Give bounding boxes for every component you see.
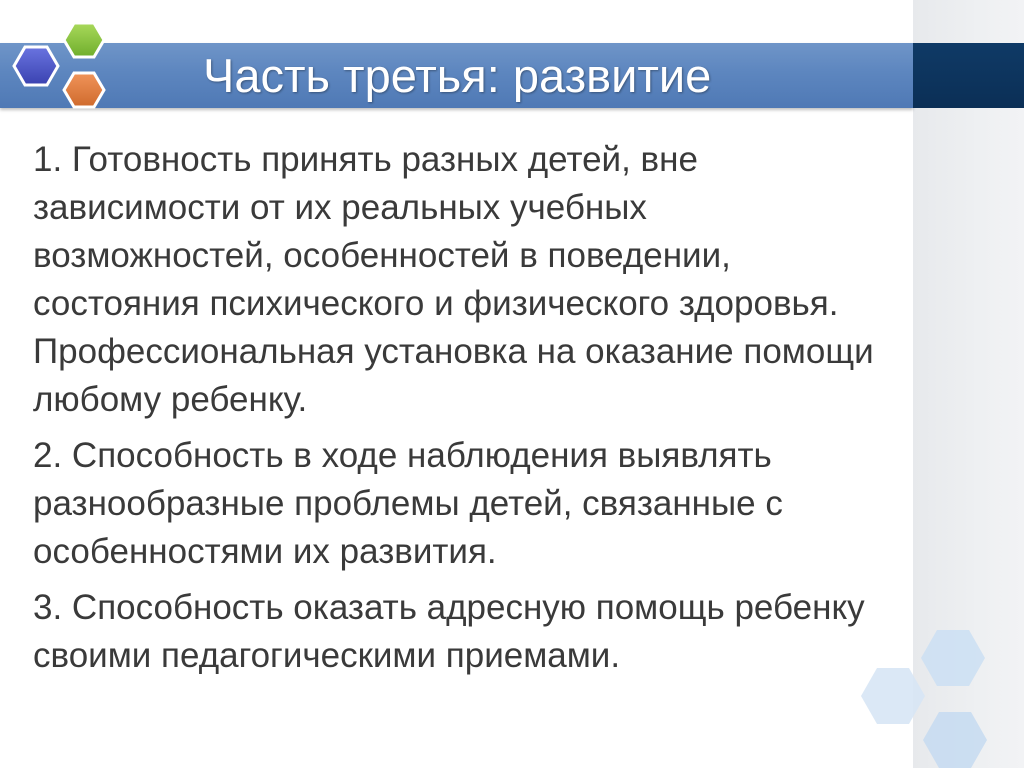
hexagon-pattern-decoration: [855, 600, 1024, 768]
blue-hexagon: [14, 47, 58, 85]
hexagon-cluster-icon: [8, 16, 120, 126]
deco-hexagon-left: [861, 668, 925, 724]
orange-hexagon: [64, 73, 104, 107]
paragraph-3: 3. Способность оказать адресную помощь ребенку своими педагогическими приемами.: [33, 588, 865, 675]
deco-hexagon-right: [923, 712, 987, 768]
slide-body: [33, 136, 993, 688]
paragraph-1: 1. Готовность принять разных детей, вне зависимости от их реальных учебных возможностей, особенностей в поведении, состояния психического и физического здоровья. Профессиональная установка на оказание помощи любому ребенку.: [33, 140, 874, 419]
green-hexagon: [64, 23, 104, 57]
title-bar-accent: [913, 43, 1024, 108]
slide-title: Часть третья: развитие: [203, 49, 712, 102]
deco-hexagon-top: [921, 630, 985, 686]
paragraph-2: 2. Способность в ходе наблюдения выявлять разнообразные проблемы детей, связанные с особенностями их развития.: [33, 436, 783, 571]
